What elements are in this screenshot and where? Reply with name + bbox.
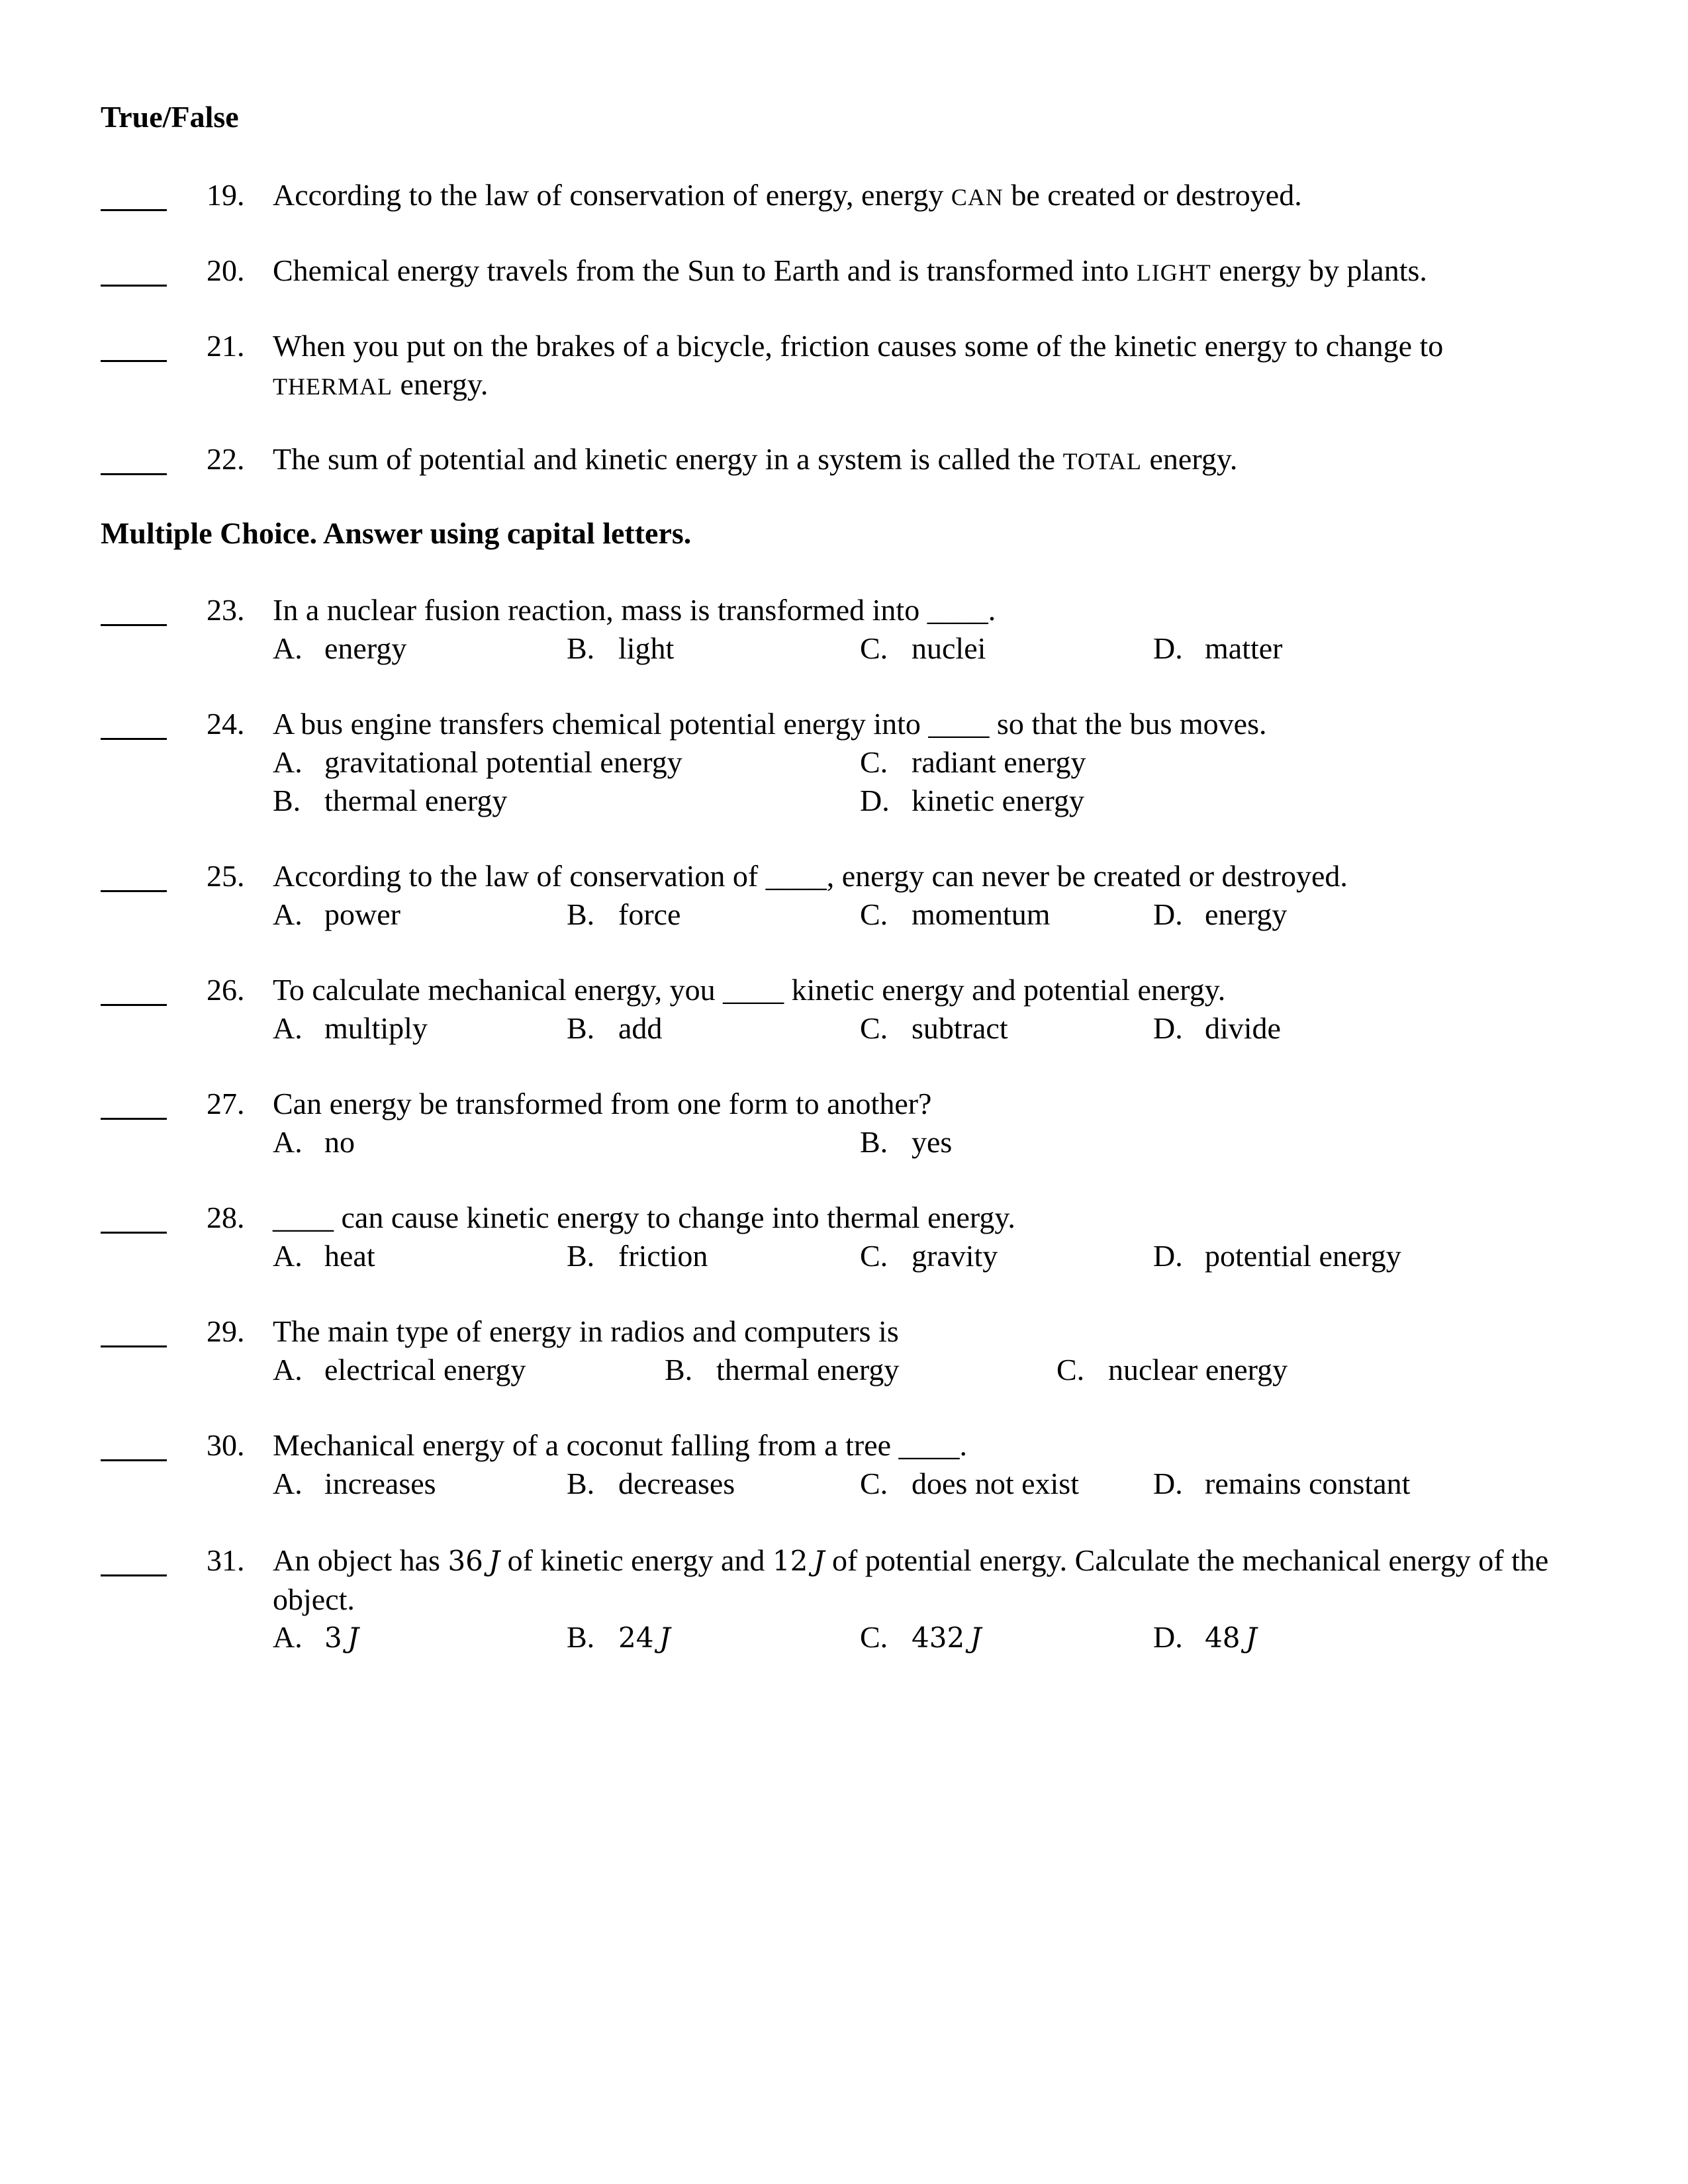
answer-blank[interactable] bbox=[101, 285, 167, 287]
option-a: A. heat bbox=[273, 1239, 375, 1273]
option-c: C. gravity bbox=[860, 1239, 998, 1273]
question-text: An object has 36 J of kinetic energy and 12 J of potential energy. Calculate the mechanical energy of the object. bbox=[273, 1543, 1549, 1616]
option-b: B. yes bbox=[860, 1125, 953, 1159]
option-d: D. matter bbox=[1153, 631, 1283, 665]
value-12-j: 12 J bbox=[772, 1545, 825, 1577]
value-36-j: 36 J bbox=[447, 1545, 500, 1577]
option-a: A. 3 J bbox=[273, 1620, 359, 1654]
option-b: B. force bbox=[567, 897, 681, 931]
option-b: B. friction bbox=[567, 1239, 708, 1273]
option-d: D. potential energy bbox=[1153, 1239, 1401, 1273]
option-c: C. radiant energy bbox=[860, 745, 1086, 779]
option-d: D. divide bbox=[1153, 1011, 1281, 1045]
question-text: A bus engine transfers chemical potential energy into ____ so that the bus moves. bbox=[273, 707, 1267, 741]
question-number: 20. bbox=[207, 253, 245, 287]
question-text: Chemical energy travels from the Sun to Earth and is transformed into LIGHT energy by plants. bbox=[273, 253, 1427, 287]
question-text: In a nuclear fusion reaction, mass is transformed into ____. bbox=[273, 593, 996, 627]
answer-blank[interactable] bbox=[101, 1118, 167, 1120]
answer-blank[interactable] bbox=[101, 1345, 167, 1347]
option-b: B. add bbox=[567, 1011, 663, 1045]
question-number: 28. bbox=[207, 1201, 245, 1234]
option-d: D. energy bbox=[1153, 897, 1288, 931]
question-text: According to the law of conservation of energy, energy CAN be created or destroyed. bbox=[273, 178, 1302, 212]
question-number: 21. bbox=[207, 329, 245, 363]
answer-blank[interactable] bbox=[101, 1574, 167, 1576]
option-a: A. multiply bbox=[273, 1011, 428, 1045]
option-c: C. nuclear energy bbox=[1056, 1353, 1288, 1387]
option-b: B. light bbox=[567, 631, 675, 665]
option-b: B. thermal energy bbox=[273, 784, 508, 817]
question-number: 30. bbox=[207, 1428, 245, 1462]
answer-blank[interactable] bbox=[101, 1232, 167, 1234]
question-number: 31. bbox=[207, 1543, 245, 1577]
option-a: A. increases bbox=[273, 1467, 436, 1500]
question-number: 26. bbox=[207, 973, 245, 1007]
option-a: A. no bbox=[273, 1125, 355, 1159]
question-text: When you put on the brakes of a bicycle, friction causes some of the kinetic energy to change to THERMAL energy. bbox=[273, 329, 1444, 401]
answer-blank[interactable] bbox=[101, 473, 167, 475]
question-text: To calculate mechanical energy, you ____ kinetic energy and potential energy. bbox=[273, 973, 1226, 1007]
question-text: The main type of energy in radios and computers is bbox=[273, 1314, 899, 1348]
option-a: A. power bbox=[273, 897, 400, 931]
answer-blank[interactable] bbox=[101, 890, 167, 892]
option-c: C. nuclei bbox=[860, 631, 986, 665]
question-text: Can energy be transformed from one form to another? bbox=[273, 1087, 932, 1120]
option-d: D. remains constant bbox=[1153, 1467, 1411, 1500]
question-text: ____ can cause kinetic energy to change into thermal energy. bbox=[273, 1201, 1015, 1234]
question-number: 23. bbox=[207, 593, 245, 627]
option-a: A. energy bbox=[273, 631, 407, 665]
option-b: B. thermal energy bbox=[665, 1353, 900, 1387]
question-number: 27. bbox=[207, 1087, 245, 1120]
option-c: C. does not exist bbox=[860, 1467, 1079, 1500]
option-c: C. subtract bbox=[860, 1011, 1008, 1045]
answer-blank[interactable] bbox=[101, 209, 167, 211]
option-d: D. kinetic energy bbox=[860, 784, 1084, 817]
question-number: 25. bbox=[207, 859, 245, 893]
answer-blank[interactable] bbox=[101, 738, 167, 740]
question-text: According to the law of conservation of ____, energy can never be created or destroyed. bbox=[273, 859, 1348, 893]
answer-blank[interactable] bbox=[101, 360, 167, 362]
option-d: D. 48 J bbox=[1153, 1620, 1257, 1654]
answer-blank[interactable] bbox=[101, 1004, 167, 1006]
option-c: C. 432 J bbox=[860, 1620, 982, 1654]
true-false-heading: True/False bbox=[101, 100, 239, 134]
question-text: The sum of potential and kinetic energy in a system is called the TOTAL energy. bbox=[273, 442, 1238, 476]
option-c: C. momentum bbox=[860, 897, 1051, 931]
question-number: 19. bbox=[207, 178, 245, 212]
question-text: Mechanical energy of a coconut falling from a tree ____. bbox=[273, 1428, 968, 1462]
multiple-choice-heading: Multiple Choice. Answer using capital letters. bbox=[101, 516, 692, 550]
option-b: B. 24 J bbox=[567, 1620, 671, 1654]
option-a: A. gravitational potential energy bbox=[273, 745, 682, 779]
question-number: 29. bbox=[207, 1314, 245, 1348]
answer-blank[interactable] bbox=[101, 624, 167, 626]
option-a: A. electrical energy bbox=[273, 1353, 526, 1387]
question-number: 24. bbox=[207, 707, 245, 741]
answer-blank[interactable] bbox=[101, 1459, 167, 1461]
question-number: 22. bbox=[207, 442, 245, 476]
option-b: B. decreases bbox=[567, 1467, 735, 1500]
